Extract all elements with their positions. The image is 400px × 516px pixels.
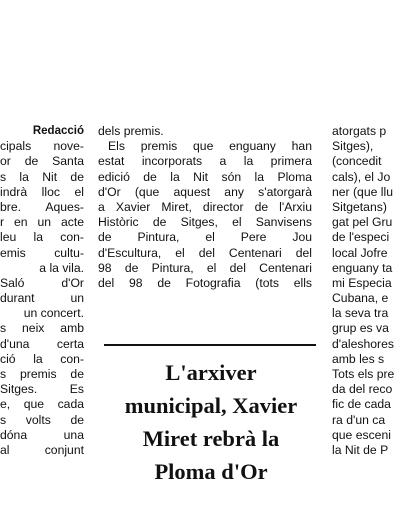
text-line: fic de cada <box>332 397 391 412</box>
text-line: gat pel Gru <box>332 215 393 230</box>
text-line: Els premis que enguany han <box>108 139 312 154</box>
text-line: grup es va <box>332 321 389 336</box>
text-line: al conjunt <box>0 442 84 457</box>
text-line: d'aleshores <box>332 336 394 351</box>
text-line: da del reco <box>332 382 393 397</box>
pull-quote-line: municipal, Xavier <box>124 393 298 418</box>
text-line: dels premis. <box>98 124 164 138</box>
text-line: de l'especi <box>332 230 390 245</box>
right-column <box>332 124 400 458</box>
text-line: durant un <box>0 291 84 306</box>
text-line: cipals nove- <box>0 139 84 154</box>
text-line: Saló d'Or <box>0 275 84 290</box>
text-line: la seva tra <box>332 306 389 321</box>
text-line: amb les s <box>332 351 385 366</box>
text-line: or de Santa <box>0 154 84 169</box>
text-line: un concert. <box>23 306 84 321</box>
text-line: local Jofre <box>332 245 388 260</box>
text-line: dóna una <box>0 427 84 442</box>
text-line: Sitges. Es <box>0 382 84 397</box>
text-line: edició de la Nit són la Ploma <box>98 169 312 184</box>
text-line: atorgats p <box>332 124 387 138</box>
text-line: d'Or (que aquest any s'atorgarà <box>98 184 312 199</box>
text-line: enguany ta <box>332 260 393 275</box>
left-column <box>0 124 84 458</box>
pull-quote-rule <box>104 344 316 346</box>
text-line: a Xavier Miret, director de l'Arxiu <box>98 199 312 214</box>
text-line: ner (que llu <box>332 184 393 199</box>
text-line: Cubana, e <box>332 291 389 306</box>
text-line: a la vila. <box>39 260 84 275</box>
text-line: ra d'un ca <box>332 412 386 427</box>
text-line: cals), el Jo <box>332 169 391 184</box>
text-line: mi Especia <box>332 275 392 290</box>
text-line: que esceni <box>332 427 391 442</box>
text-line: d'Escultura, el del Centenari del <box>98 245 312 260</box>
text-line: ció la con- <box>0 351 84 366</box>
text-line: 98 de Pintura, el del Centenari <box>98 260 312 275</box>
text-line: e, que cada <box>0 397 84 412</box>
text-line: leu la con- <box>0 230 84 245</box>
text-line: emis cultu- <box>0 245 84 260</box>
middle-column <box>98 124 312 291</box>
text-line: s premis de <box>0 367 84 381</box>
pull-quote-line: L'arxiver <box>165 360 257 385</box>
text-line: s la Nit de <box>0 169 84 184</box>
text-line: estat incorporats a la primera <box>98 154 312 169</box>
text-line: de Pintura, el Pere Jou <box>98 230 312 245</box>
pull-quote-line: Ploma d'Or <box>154 459 268 484</box>
text-line: bre. Aques- <box>0 199 84 214</box>
text-line: la Nit de P <box>332 442 389 457</box>
text-line: Històric de Sitges, el Sanvisens <box>98 215 312 230</box>
text-line: indrà lloc el <box>0 184 84 199</box>
text-line: s neix amb <box>0 321 84 336</box>
text-line: s volts de <box>0 412 84 427</box>
pull-quote <box>108 356 314 488</box>
pull-quote-line: Miret rebrà la <box>142 426 280 451</box>
text-line: Sitges), <box>332 139 374 154</box>
byline: Redacció <box>32 125 84 137</box>
text-line: d'una certa <box>0 336 84 351</box>
text-line: (concedit <box>332 154 382 169</box>
text-line: r en un acte <box>0 215 84 230</box>
text-line: del 98 de Fotografia (tots ells <box>98 275 312 290</box>
text-line: Tots els pre <box>332 367 395 381</box>
text-line: Sitgetans) <box>332 199 387 214</box>
